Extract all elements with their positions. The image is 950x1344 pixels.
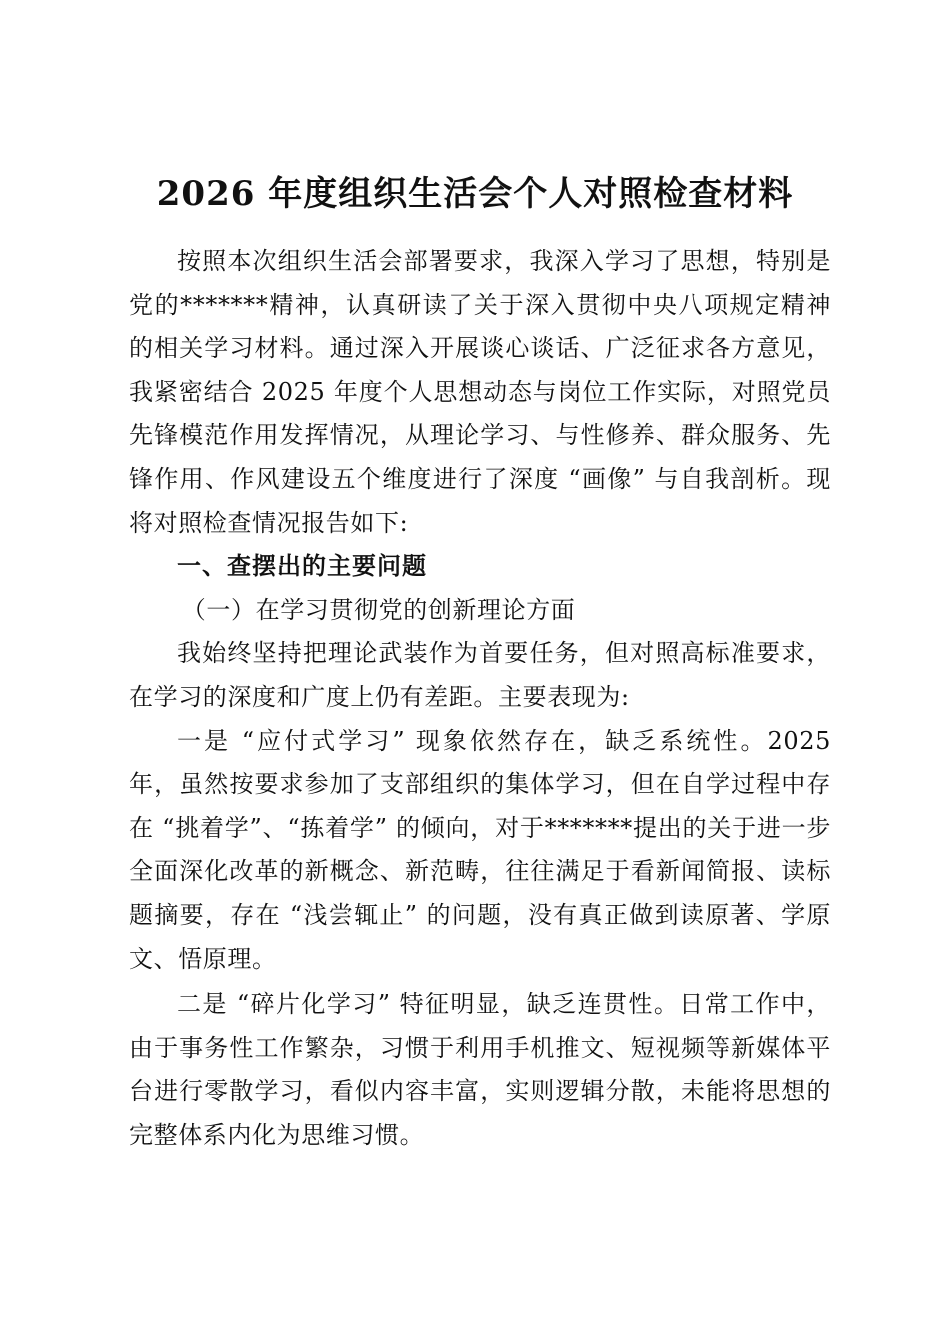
section-heading-1: 一、查摆出的主要问题 xyxy=(177,552,427,581)
document-title: 2026 年度组织生活会个人对照检查材料 xyxy=(156,174,794,214)
subsection-heading-1: （一）在学习贯彻党的创新理论方面 xyxy=(181,595,576,624)
body-paragraph: 二是 “碎片化学习” 特征明显，缺乏连贯性。日常工作中，由于事务性工作繁杂，习惯于利用手机推文、短视频等新媒体平台进行零散学习，看似内容丰富，实则逻辑分散，未能将思想的完整体系内化为思维习惯。 xyxy=(129,990,831,1149)
body-paragraph: 一是 “应付式学习” 现象依然存在，缺乏系统性。2025 年，虽然按要求参加了支部组织的集体学习，但在自学过程中存在 “挑着学”、“拣着学” 的倾向，对于*******提出的关于进一步全面深化改革的新概念、新范畴，往往满足于看新闻简报、读标题摘要，存在 “浅尝辄止” 的问题，没有真正做到读原著、学原文、悟原理。 xyxy=(129,726,831,973)
body-paragraph: 我始终坚持把理论武装作为首要任务，但对照高标准要求，在学习的深度和广度上仍有差距。主要表现为: xyxy=(129,639,831,711)
intro-paragraph: 按照本次组织生活会部署要求，我深入学习了思想，特别是党的*******精神，认真研读了关于深入贯彻中央八项规定精神的相关学习材料。通过深入开展谈心谈话、广泛征求各方意见，我紧密结合 2025 年度个人思想动态与岗位工作实际，对照党员先锋模范作用发挥情况，从理论学习、与性修养、群众服务、先锋作用、作风建设五个维度进行了深度 “画像” 与自我剖析。现将对照检查情况报告如下: xyxy=(129,247,831,537)
document-body xyxy=(129,240,831,1157)
